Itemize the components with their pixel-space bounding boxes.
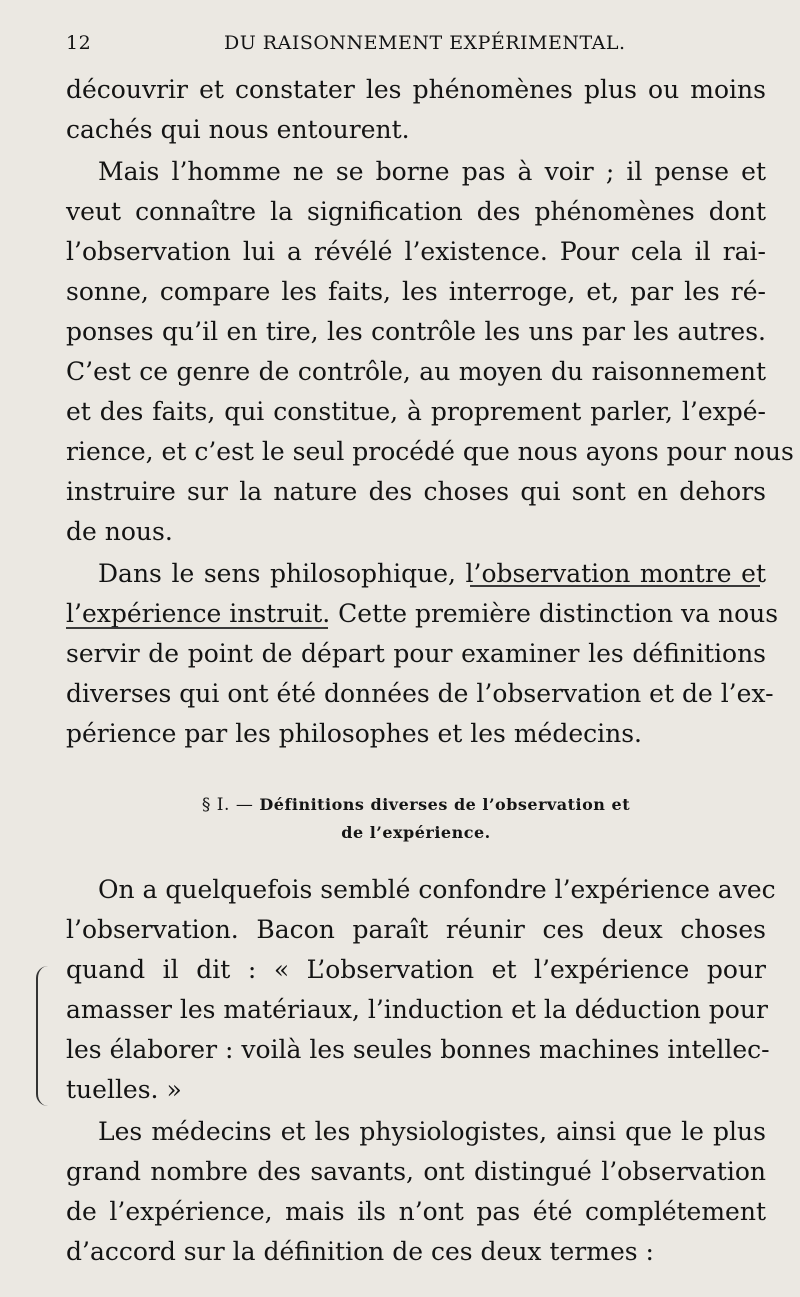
text-line: grand nombre des savants, ont distingué l’observation: [66, 1157, 766, 1186]
text-line: de l’expérience, mais ils n’ont pas été complétement: [66, 1197, 766, 1226]
pencil-underline: [66, 627, 328, 629]
text-line: d’accord sur la définition de ces deux termes :: [66, 1237, 654, 1266]
section-symbol: § I. —: [201, 795, 254, 815]
section-title-line1: Définitions diverses de l’observation et: [259, 795, 631, 814]
text-line: Mais l’homme ne se borne pas à voir ; il pense et: [98, 157, 766, 186]
page-number: 12: [66, 32, 92, 54]
text-line: On a quelquefois semblé confondre l’expérience avec: [98, 875, 776, 904]
text-line: instruire sur la nature des choses qui sont en dehors: [66, 477, 766, 506]
text-line: rience, et c’est le seul procédé que nous ayons pour nous: [66, 437, 794, 466]
text-line: amasser les matériaux, l’induction et la déduction pour: [66, 995, 768, 1024]
text-line: l’observation lui a révélé l’existence. Pour cela il rai-: [66, 237, 766, 266]
margin-bracket-mark: [36, 966, 52, 1106]
section-heading: [66, 792, 766, 818]
text-line: périence par les philosophes et les médecins.: [66, 719, 642, 748]
text-line: tuelles. »: [66, 1075, 182, 1104]
pencil-underline: [470, 585, 760, 587]
text-line: sonne, compare les faits, les interroge, et, par les ré-: [66, 277, 766, 306]
running-header: [66, 32, 766, 62]
text-line: Les médecins et les physiologistes, ainsi que le plus: [98, 1117, 766, 1146]
text-line: découvrir et constater les phénomènes plus ou moins: [66, 75, 766, 104]
text-line: ponses qu’il en tire, les contrôle les uns par les autres.: [66, 317, 766, 346]
text-line: les élaborer : voilà les seules bonnes machines intellec-: [66, 1035, 770, 1064]
text-line: servir de point de départ pour examiner les définitions: [66, 639, 766, 668]
running-title: DU RAISONNEMENT EXPÉRIMENTAL.: [224, 32, 626, 54]
text-line: l’observation. Bacon paraît réunir ces deux choses: [66, 915, 766, 944]
text-line: quand il dit : « L’observation et l’expérience pour: [66, 955, 766, 984]
section-title-line2: de l’expérience.: [341, 823, 491, 842]
text-line: de nous.: [66, 517, 173, 546]
text-line: l’expérience instruit. Cette première distinction va nous: [66, 599, 779, 628]
text-line: diverses qui ont été données de l’observation et de l’ex-: [66, 679, 774, 708]
text-line: veut connaître la signification des phénomènes dont: [66, 197, 766, 226]
text-line: cachés qui nous entourent.: [66, 115, 410, 144]
text-line: et des faits, qui constitue, à proprement parler, l’expé-: [66, 397, 766, 426]
section-heading-cont: [66, 820, 766, 846]
text-line: C’est ce genre de contrôle, au moyen du raisonnement: [66, 357, 766, 386]
text-line: Dans le sens philosophique, l’observation montre et: [98, 559, 766, 588]
